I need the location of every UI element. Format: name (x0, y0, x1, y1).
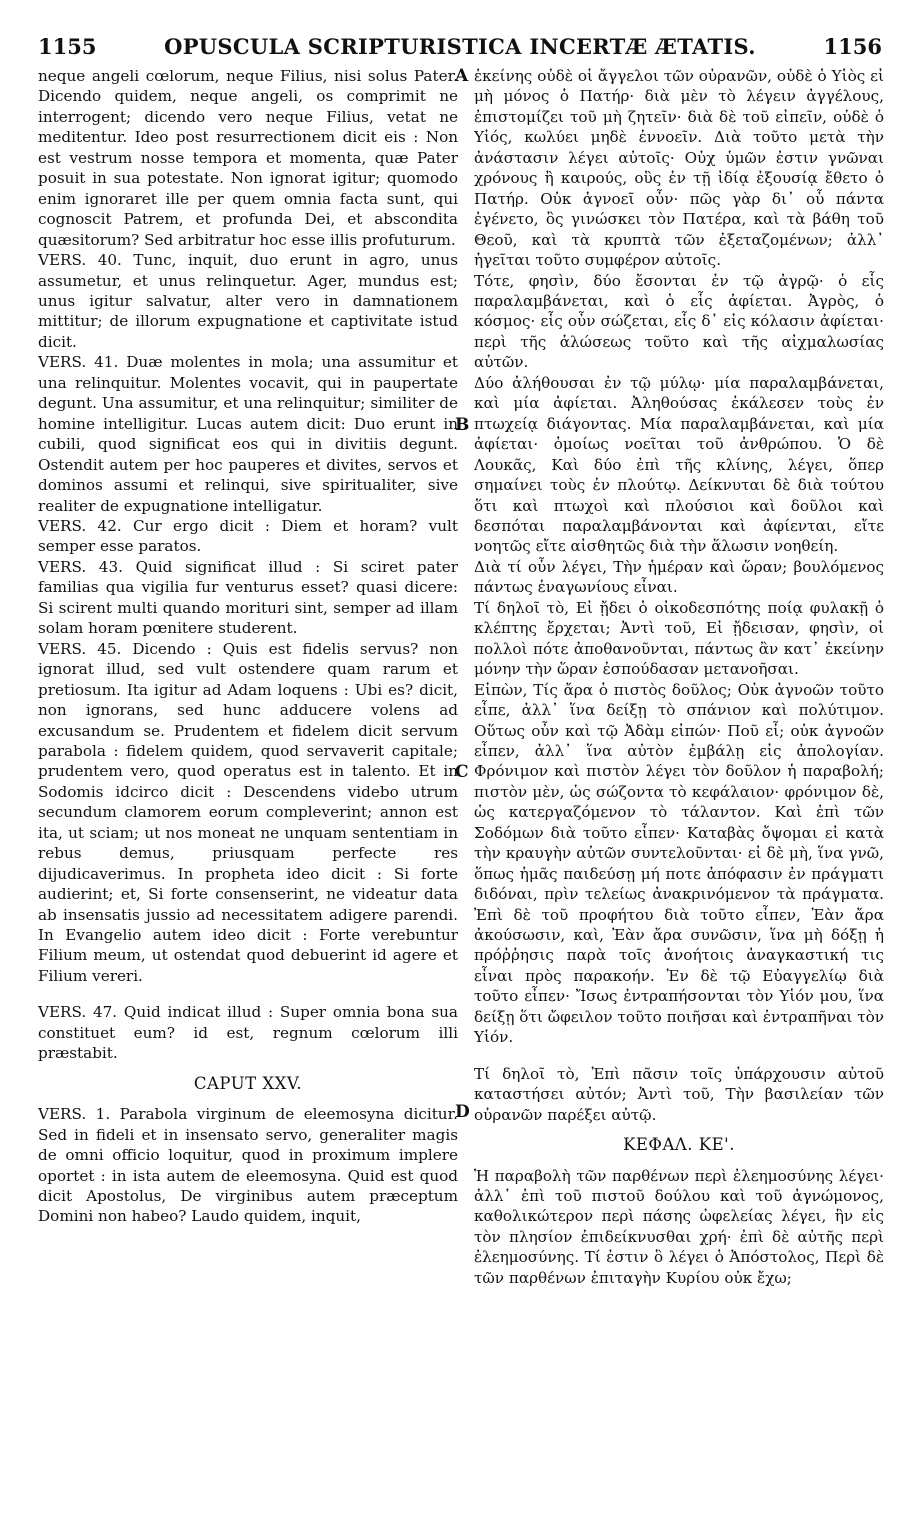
chapter-heading-greek: ΚΕΦΑΛ. ΚΕ'. (623, 1135, 735, 1155)
page-number-left: 1155 (38, 34, 97, 59)
greek-paragraph: Εἰπὼν, Τίς ἄρα ὁ πιστὸς δοῦλος; Οὐκ ἀγνοῶν τοῦτο εἶπε, ἀλλ᾽ ἵνα δείξῃ τὸ σπάνιον καὶ πολύτιμον. Οὕτως οὖν καὶ τῷ Ἀδὰμ εἰπών· Ποῦ εἶ; οὐκ ἀγνοῶν εἶπεν, ἀλλ᾽ ἵνα αὐτὸν ἐμβάλῃ εἰς ἀπολογίαν. Φρόνιμον καὶ πιστὸν λέγει τὸν δοῦλον ἡ παραβολή; πιστὸν μὲν, ὡς σώζοντα τὸ κεφάλαιον· φρόνιμον δὲ, ὡς κατεργαζόμενον τὸ τάλαντον. Καὶ ἐπὶ τῶν Σοδόμων διὰ τοῦτο εἶπεν· Καταβὰς ὄψομαι εἰ κατὰ τὴν κραυγὴν αὐτῶν συντελοῦνται· εἰ δὲ μὴ, ἵνα γνῶ, ὅπως ἡμᾶς παιδεύσῃ μή ποτε ἀπόφασιν ἐν πράγματι διδόναι, πρὶν τελείως ἀνακρινόμενον τὰ πράγματα. Ἐπὶ δὲ τοῦ προφήτου διὰ τοῦτο εἶπεν, Ἐὰν ἄρα ἀκούσωσιν, καὶ, Ἐὰν ἄρα συνῶσιν, ἵνα μὴ δόξῃ ἡ πρόῤῥησις παρὰ τοῖς ἀνοήτοις ἀναγκαστική τις εἶναι πρὸς παρακοήν. Ἐν δὲ τῷ Εὐαγγελίῳ διὰ τοῦτο εἶπεν· Ἴσως ἐντραπήσονται τὸν Υἱόν μου, ἵνα δείξῃ ὅτι ὤφειλον τοῦτο ποιῆσαι καὶ ἐντραπῆναι τὸν Υἱόν. (474, 680, 884, 1047)
latin-paragraph: neque angeli cœlorum, neque Filius, nisi solus Pater. Dicendo quidem, neque angeli, os comprimit ne interrogent; dicendo vero neque Filius, vetat ne meditentur. Ideo post resurrectionem dicit eis : Non est vestrum nosse tempora et momenta, quæ Pater posuit in sua potestate. Non ignorat igitur; quomodo enim ignoraret ille per quem omnia facta sunt, qui cognoscit Patrem, et profunda Dei, et abscondita quæsitorum? Sed arbitratur hoc esse illis profuturum. (38, 67, 458, 249)
running-title: OPUSCULA SCRIPTURISTICA INCERTÆ ÆTATIS. (164, 34, 756, 59)
greek-paragraph: Τί δηλοῖ τὸ, Εἰ ᾔδει ὁ οἰκοδεσπότης ποίᾳ φυλακῇ ὁ κλέπτης ἔρχεται; Ἀντὶ τοῦ, Εἰ ᾔδεισαν, φησὶν, οἱ πολλοὶ πότε ἀποθανοῦνται, πάντως ἂν κατ᾽ ἐκείνην μόνην τὴν ὥραν ἐσπούδασαν μετανοῆσαι. (474, 598, 884, 679)
latin-paragraph: VERS. 45. Dicendo : Quis est fidelis servus? non ignorat illud, sed vult ostendere quam rarum et pretiosum. Ita igitur ad Adam loquens : Ubi es? dicit, non ignorans, sed hunc adducere volens ad excusandum se. Prudentem et fidelem dicit servum parabola : fidelem quidem, quod servaverit capitale; prudentem vero, quod operatus est in talento. Et in Sodomis idcirco dicit : Descendens videbo utrum secundum clamorem eorum compleverint; annon est ita, ut sciam; ut nos moneat ne unquam sententiam in rebus demus, priusquam perfecte res dijudicaverimus. In propheta ideo dicit : Si forte audierint; et, Si forte consenserint, ne videatur data ab insensatis jussio ad necessitatem adigere parendi. In Evangelio autem ideo dicit : Forte verebuntur Filium meum, ut ostendat quod debuerint id agere et Filium vereri. (38, 639, 458, 985)
greek-paragraph: Τί δηλοῖ τὸ, Ἐπὶ πᾶσιν τοῖς ὑπάρχουσιν αὐτοῦ καταστήσει αὐτόν; Ἀντὶ τοῦ, Τὴν βασιλείαν τῶν οὐρανῶν παρέξει αὐτῷ. (474, 1064, 884, 1124)
greek-paragraph: ἐκείνης οὐδὲ οἱ ἄγγελοι τῶν οὐρανῶν, οὐδὲ ὁ Υἱὸς εἰ μὴ μόνος ὁ Πατήρ· διὰ μὲν τὸ λέγειν ἀγγέλους, ἐπιστομίζει τοῦ μὴ ζητεῖν· διὰ δὲ τοῦ εἰπεῖν, οὐδὲ ὁ Υἱός, κωλύει μηδὲ ἐννοεῖν. Διὰ τοῦτο μετὰ τὴν ἀνάστασιν λέγει αὐτοῖς· Οὐχ ὑμῶν ἐστιν γνῶναι χρόνους ἢ καιρούς, οὓς ἐν τῇ ἰδίᾳ ἐξουσίᾳ ἔθετο ὁ Πατήρ. Οὐκ ἀγνοεῖ οὖν· πῶς γὰρ δι᾽ οὗ πάντα ἐγένετο, ὃς γινώσκει τὸν Πατέρα, καὶ τὰ βάθη τοῦ Θεοῦ, καὶ τὰ κρυπτὰ τῶν ἐξεταζομένων; ἀλλ᾽ ἡγεῖται τοῦτο συμφέρον αὐτοῖς. (474, 67, 884, 270)
latin-paragraph: VERS. 41. Duæ molentes in mola; una assumitur et una relinquitur. Molentes vocavit, qui in paupertate degunt. Una assumitur, et una relinquitur; similiter de homine intelligitur. Lucas autem dicit: Duo erunt in cubili, quod significat eos qui in divitiis degunt. Ostendit autem per hoc pauperes et divites, servos et dominos assumi et relinqui, sive spiritualiter, sive realiter de expugnatione intelligatur. (38, 353, 458, 515)
margin-marker-a: A (455, 66, 469, 86)
margin-marker-b: B (455, 415, 470, 435)
greek-paragraph: Τότε, φησὶν, δύο ἔσονται ἐν τῷ ἀγρῷ· ὁ εἷς παραλαμβάνεται, καὶ ὁ εἷς ἀφίεται. Ἀγρὸς, ὁ κόσμος· εἷς οὖν σώζεται, εἷς δ᾽ εἰς κόλασιν ἀφίεται· περὶ τῆς ἁλώσεως τοῦτο καὶ τῆς αἰχμαλωσίας αὐτῶν. (474, 271, 884, 372)
latin-paragraph: VERS. 1. Parabola virginum de eleemosyna dicitur. Sed in fideli et in insensato servo, generaliter magis de omni officio loquitur, quod in proximum implere oportet : in ista autem de eleemosyna. Quid est quod dicit Apostolus, De virginibus autem præceptum Domini non habeo? Laudo quidem, inquit, (38, 1105, 458, 1226)
greek-paragraph: Ἡ παραβολὴ τῶν παρθένων περὶ ἐλεημοσύνης λέγει· ἀλλ᾽ ἐπὶ τοῦ πιστοῦ δούλου καὶ τοῦ ἀγνώμονος, καθολικώτερον περὶ πάσης ὠφελείας λέγει, ἣν εἰς τὸν πλησίον ἐπιδείκνυσθαι χρή· ἐπὶ δὲ αὐτῆς περὶ ἐλεημοσύνης. Τί ἐστιν ὃ λέγει ὁ Ἀπόστολος, Περὶ δὲ τῶν παρθένων ἐπιταγὴν Κυρίου οὐκ ἔχω; (474, 1166, 884, 1287)
margin-marker-d: D (455, 1102, 470, 1122)
greek-paragraph: Δύο ἀλήθουσαι ἐν τῷ μύλῳ· μία παραλαμβάνεται, καὶ μία ἀφίεται. Ἀληθούσας ἐκάλεσεν τοὺς ἐν πτωχείᾳ διάγοντας. Μία παραλαμβάνεται, καὶ μία ἀφίεται· ὁμοίως νοεῖται τοῦ ἀνθρώπου. Ὁ δὲ Λουκᾶς, Καὶ δύο ἐπὶ τῆς κλίνης, λέγει, ὅπερ σημαίνει τοὺς ἐν πλούτῳ. Δείκνυται δὲ διὰ τούτου ὅτι καὶ πτωχοὶ καὶ πλούσιοι καὶ δοῦλοι καὶ δεσπόται παραλαμβάνονται καὶ ἀφίενται, εἴτε νοητῶς εἴτε αἰσθητῶς διὰ τὴν ἅλωσιν νοηθείη. (474, 373, 884, 556)
latin-paragraph: VERS. 42. Cur ergo dicit : Diem et horam? vult semper esse paratos. (38, 516, 458, 556)
greek-column (474, 66, 884, 1288)
page-number-right: 1156 (823, 34, 882, 59)
chapter-heading-latin: CAPUT XXV. (193, 1073, 303, 1093)
page-header (38, 34, 882, 60)
latin-paragraph: VERS. 43. Quid significat illud : Si sciret pater familias qua vigilia fur venturus esset? quasi dicere: Si scirent multi quando morituri sint, semper ad illam solam horam pœnitere studerent. (38, 557, 458, 638)
greek-paragraph: Διὰ τί οὖν λέγει, Τὴν ἡμέραν καὶ ὥραν; βουλόμενος πάντως ἐναγωνίους εἶναι. (474, 557, 884, 597)
latin-column (38, 66, 458, 1227)
latin-paragraph: VERS. 40. Tunc, inquit, duo erunt in agro, unus assumetur, et unus relinquetur. Ager, mundus est; unus igitur salvatur, alter vero in damnationem mittitur; de illorum expugnatione et captivitate istud dicit. (38, 251, 458, 351)
margin-marker-c: C (455, 762, 469, 782)
latin-paragraph: VERS. 47. Quid indicat illud : Super omnia bona sua constituet eum? id est, regnum cœlorum illi præstabit. (38, 1003, 458, 1063)
